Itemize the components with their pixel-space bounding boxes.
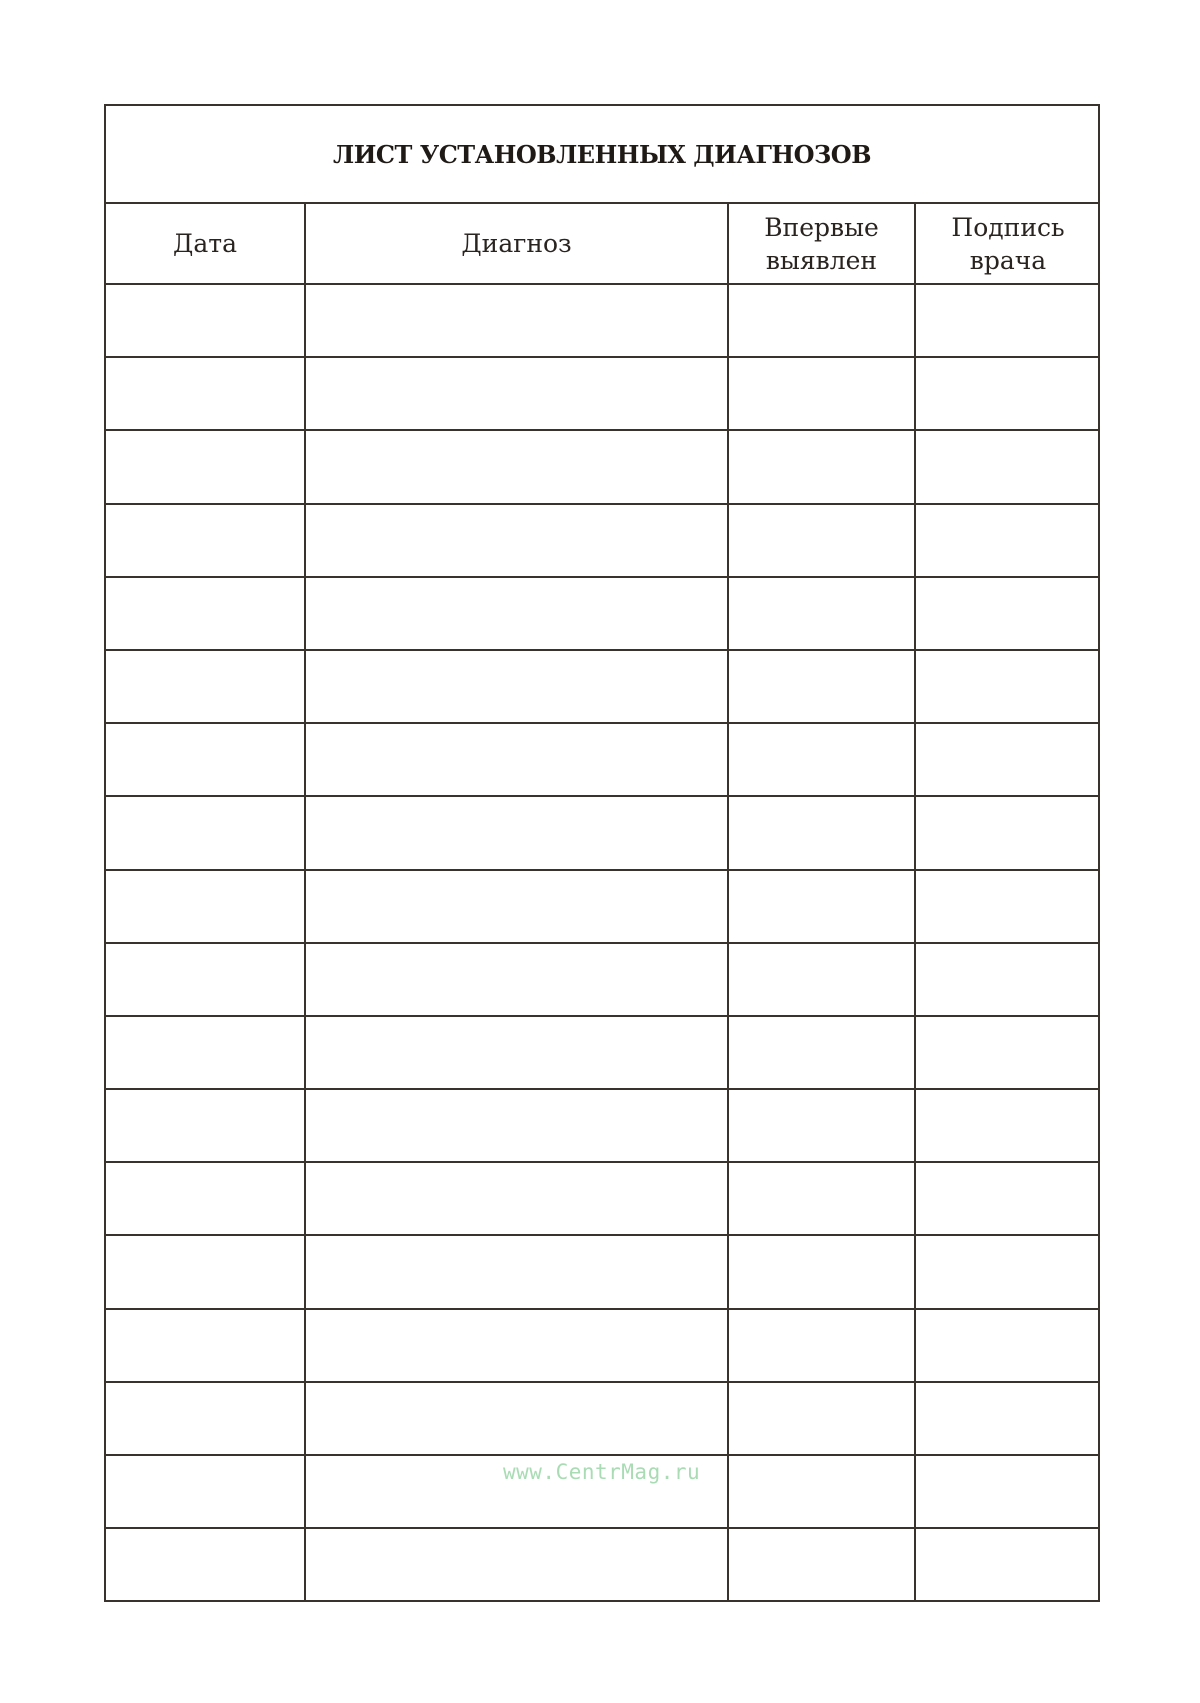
date-cell[interactable]	[106, 943, 305, 1016]
diagnosis-cell[interactable]	[305, 430, 728, 503]
date-cell[interactable]	[106, 1235, 305, 1308]
column-header-date-label: Дата	[173, 229, 237, 258]
signature-cell[interactable]	[915, 577, 1100, 650]
signature-cell[interactable]	[915, 430, 1100, 503]
signature-cell[interactable]	[915, 796, 1100, 869]
first-detected-cell[interactable]	[728, 504, 915, 577]
first-detected-cell[interactable]	[728, 1309, 915, 1382]
diagnosis-cell[interactable]	[305, 1382, 728, 1455]
table-row	[106, 504, 1100, 577]
diagnosis-cell[interactable]	[305, 943, 728, 1016]
date-cell[interactable]	[106, 1309, 305, 1382]
first-detected-cell[interactable]	[728, 1382, 915, 1455]
table-row	[106, 870, 1100, 943]
signature-cell[interactable]	[915, 1162, 1100, 1235]
date-cell[interactable]	[106, 1528, 305, 1601]
diagnosis-cell[interactable]	[305, 284, 728, 357]
date-cell[interactable]	[106, 1162, 305, 1235]
diagnosis-cell[interactable]	[305, 357, 728, 430]
signature-cell[interactable]	[915, 1382, 1100, 1455]
signature-cell[interactable]	[915, 1016, 1100, 1089]
first-detected-cell[interactable]	[728, 357, 915, 430]
table-row	[106, 1235, 1100, 1308]
table-row	[106, 357, 1100, 430]
diagnosis-cell[interactable]	[305, 1162, 728, 1235]
diagnosis-cell[interactable]	[305, 504, 728, 577]
date-cell[interactable]	[106, 430, 305, 503]
column-header-diagnosis-label: Диагноз	[461, 229, 572, 258]
first-detected-cell[interactable]	[728, 723, 915, 796]
column-header-first-detected-line1: Впервые	[764, 212, 879, 242]
first-detected-cell[interactable]	[728, 796, 915, 869]
date-cell[interactable]	[106, 650, 305, 723]
diagnosis-cell[interactable]	[305, 1235, 728, 1308]
first-detected-cell[interactable]	[728, 1235, 915, 1308]
table-row	[106, 577, 1100, 650]
table-row	[106, 1162, 1100, 1235]
column-header-first-detected-line2: выявлен	[765, 245, 878, 275]
date-cell[interactable]	[106, 1016, 305, 1089]
column-header-date	[106, 204, 305, 284]
diagnosis-table	[106, 204, 1100, 1601]
diagnosis-cell[interactable]	[305, 577, 728, 650]
signature-cell[interactable]	[915, 723, 1100, 796]
date-cell[interactable]	[106, 796, 305, 869]
table-row	[106, 723, 1100, 796]
signature-cell[interactable]	[915, 1089, 1100, 1162]
diagnosis-cell[interactable]	[305, 1528, 728, 1601]
first-detected-cell[interactable]	[728, 650, 915, 723]
first-detected-cell[interactable]	[728, 284, 915, 357]
date-cell[interactable]	[106, 357, 305, 430]
signature-cell[interactable]	[915, 284, 1100, 357]
column-header-doctor-signature-line1: Подпись	[951, 212, 1065, 242]
document-title: ЛИСТ УСТАНОВЛЕННЫХ ДИАГНОЗОВ	[333, 139, 871, 169]
table-row	[106, 796, 1100, 869]
date-cell[interactable]	[106, 870, 305, 943]
first-detected-cell[interactable]	[728, 1528, 915, 1601]
column-header-doctor-signature	[915, 204, 1100, 284]
date-cell[interactable]	[106, 1089, 305, 1162]
first-detected-cell[interactable]	[728, 1162, 915, 1235]
signature-cell[interactable]	[915, 1455, 1100, 1528]
table-row	[106, 943, 1100, 1016]
diagnosis-cell[interactable]	[305, 650, 728, 723]
table-row	[106, 1309, 1100, 1382]
signature-cell[interactable]	[915, 357, 1100, 430]
first-detected-cell[interactable]	[728, 870, 915, 943]
date-cell[interactable]	[106, 1455, 305, 1528]
signature-cell[interactable]	[915, 870, 1100, 943]
table-row	[106, 650, 1100, 723]
watermark: www.CentrMag.ru	[503, 1460, 701, 1484]
column-header-diagnosis	[305, 204, 728, 284]
column-header-first-detected	[728, 204, 915, 284]
diagnosis-cell[interactable]	[305, 870, 728, 943]
table-body	[106, 284, 1100, 1601]
title-row	[106, 106, 1098, 204]
diagnosis-sheet	[104, 104, 1100, 1602]
signature-cell[interactable]	[915, 1528, 1100, 1601]
header-row	[106, 204, 1100, 284]
date-cell[interactable]	[106, 723, 305, 796]
date-cell[interactable]	[106, 1382, 305, 1455]
first-detected-cell[interactable]	[728, 943, 915, 1016]
signature-cell[interactable]	[915, 1309, 1100, 1382]
first-detected-cell[interactable]	[728, 577, 915, 650]
signature-cell[interactable]	[915, 1235, 1100, 1308]
first-detected-cell[interactable]	[728, 1089, 915, 1162]
table-row	[106, 1089, 1100, 1162]
signature-cell[interactable]	[915, 650, 1100, 723]
signature-cell[interactable]	[915, 943, 1100, 1016]
table-row	[106, 430, 1100, 503]
diagnosis-cell[interactable]	[305, 723, 728, 796]
diagnosis-cell[interactable]	[305, 1016, 728, 1089]
first-detected-cell[interactable]	[728, 1016, 915, 1089]
first-detected-cell[interactable]	[728, 1455, 915, 1528]
column-header-doctor-signature-line2: врача	[969, 245, 1047, 275]
table-row	[106, 1382, 1100, 1455]
diagnosis-cell[interactable]	[305, 1089, 728, 1162]
table-row	[106, 1528, 1100, 1601]
diagnosis-cell[interactable]	[305, 1309, 728, 1382]
table-row	[106, 284, 1100, 357]
first-detected-cell[interactable]	[728, 430, 915, 503]
date-cell[interactable]	[106, 284, 305, 357]
diagnosis-cell[interactable]	[305, 796, 728, 869]
date-cell[interactable]	[106, 577, 305, 650]
date-cell[interactable]	[106, 504, 305, 577]
table-row	[106, 1016, 1100, 1089]
signature-cell[interactable]	[915, 504, 1100, 577]
